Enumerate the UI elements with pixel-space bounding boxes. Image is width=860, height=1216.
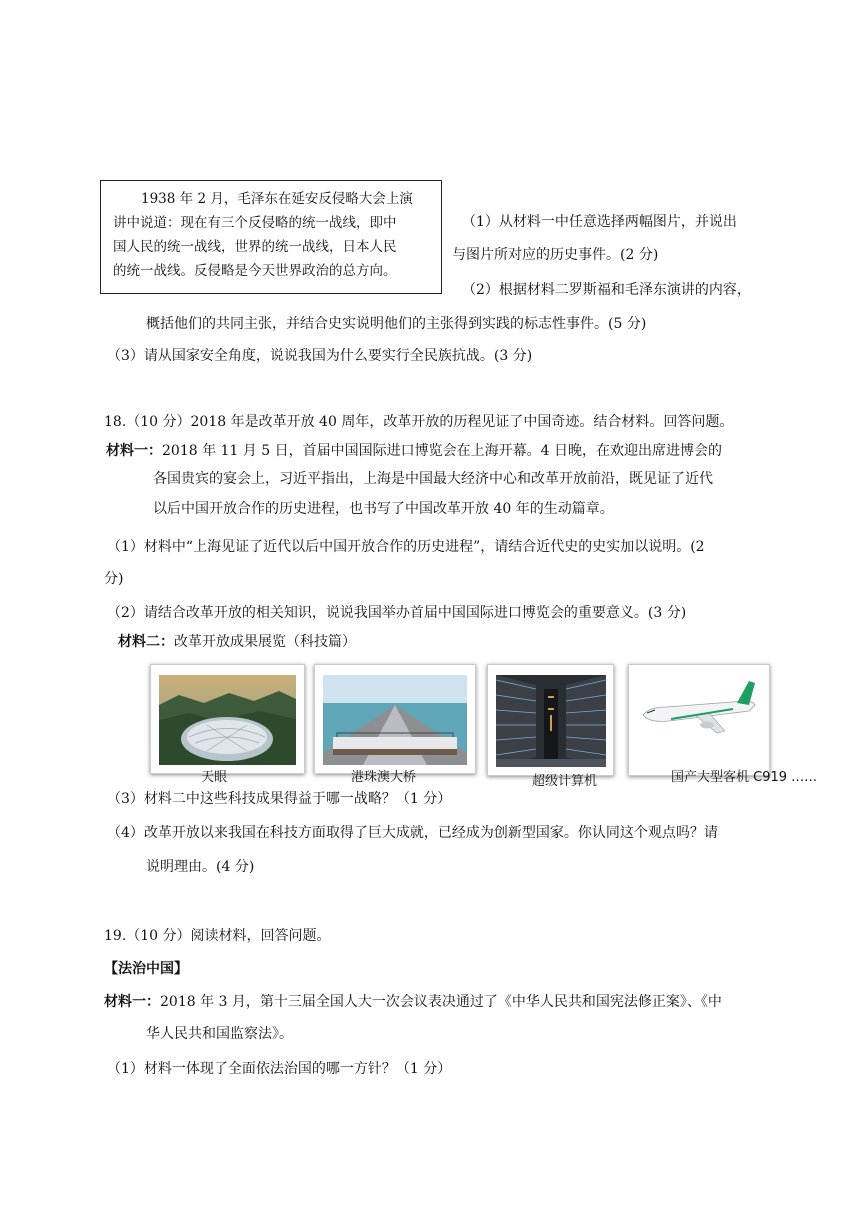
q18-part4-line2: 说明理由。(4 分) [146,859,255,875]
photo-supercomputer [487,664,614,776]
q18-material1-line2: 各国贵宾的宴会上，习近平指出，上海是中国最大经济中心和改革开放前沿，既见证了近代 [153,471,713,487]
quote-line-3: 国人民的统一战线，世界的统一战线，日本人民 [113,239,397,255]
q18-material1-label: 材料一： [106,443,162,459]
quote-line-4: 的统一战线。反侵略是今天世界政治的总方向。 [113,263,397,279]
q18-material2 [118,632,356,652]
q18-part3: （3）材料二中这些科技成果得益于哪一战略？（1 分） [107,791,452,807]
photo-tianyan [150,664,305,774]
fast-telescope-image [159,675,296,765]
photo-bridge [314,664,476,774]
quote-box [100,180,442,294]
q17-part2-line1: （2）根据材料二罗斯福和毛泽东演讲的内容， [462,282,751,298]
q18-part4-line1: （4）改革开放以来我国在科技方面取得了巨大成就，已经成为创新型国家。你认同这个观点吗？请 [107,825,718,841]
q18-part1-line2: 分) [104,571,124,587]
q19-material1-line2: 华人民共和国监察法》。 [146,1026,293,1042]
quote-line-1: 1938 年 2 月，毛泽东在延安反侵略大会上演 [141,191,413,207]
q19-material1-line1: 2018 年 3 月，第十三届全国人大一次会议表决通过了《中华人民共和国宪法修正案》、《中 [160,994,722,1010]
photo-c919 [628,664,770,776]
caption-c919: 国产大型客机 C919 …… [671,770,818,785]
supercomputer-image [496,675,606,767]
q18-material1 [106,441,722,461]
q19-material1-label: 材料一： [104,994,160,1010]
quote-line-2: 讲中说道：现在有三个反侵略的统一战线，即中 [113,215,397,231]
q19-heading: 19.（10 分）阅读材料，回答问题。 [104,928,331,944]
q17-part1-line1: （1）从材料一中任意选择两幅图片，并说出 [462,214,737,230]
caption-tianyan: 天眼 [201,770,228,785]
q18-part1-line1: （1）材料中“上海见证了近代以后中国开放合作的历史进程”，请结合近代史的史实加以说明。(2 [107,539,705,555]
caption-bridge: 港珠澳大桥 [351,770,417,785]
caption-supercomputer: 超级计算机 [532,774,598,789]
bridge-image [323,675,467,765]
q18-part2: （2）请结合改革开放的相关知识，说说我国举办首届中国国际进口博览会的重要意义。(3 分) [107,605,687,621]
q19-part1: （1）材料一体现了全面依法治国的哪一方针？（1 分） [107,1061,452,1077]
q19-material1 [104,992,722,1012]
q17-part2-line2: 概括他们的共同主张，并结合史实说明他们的主张得到实践的标志性事件。(5 分) [146,316,647,332]
q18-material1-line1: 2018 年 11 月 5 日，首届中国国际进口博览会在上海开幕。4 日晚，在欢迎出席进博会的 [162,443,722,459]
q17-part1-line2: 与图片所对应的历史事件。(2 分) [452,247,659,263]
q18-heading: 18.（10 分）2018 年是改革开放 40 周年，改革开放的历程见证了中国奇迹。结合材料。回答问题。 [104,414,734,430]
q19-section-title: 【法治中国】 [104,961,188,977]
airplane-image [637,675,761,763]
q18-material2-label: 材料二： [118,634,174,650]
q18-material2-text: 改革开放成果展览（科技篇） [174,634,356,650]
q17-part3: （3）请从国家安全角度，说说我国为什么要实行全民族抗战。(3 分) [107,348,533,364]
q18-material1-line3: 以后中国开放合作的历史进程，也书写了中国改革开放 40 年的生动篇章。 [153,501,614,517]
